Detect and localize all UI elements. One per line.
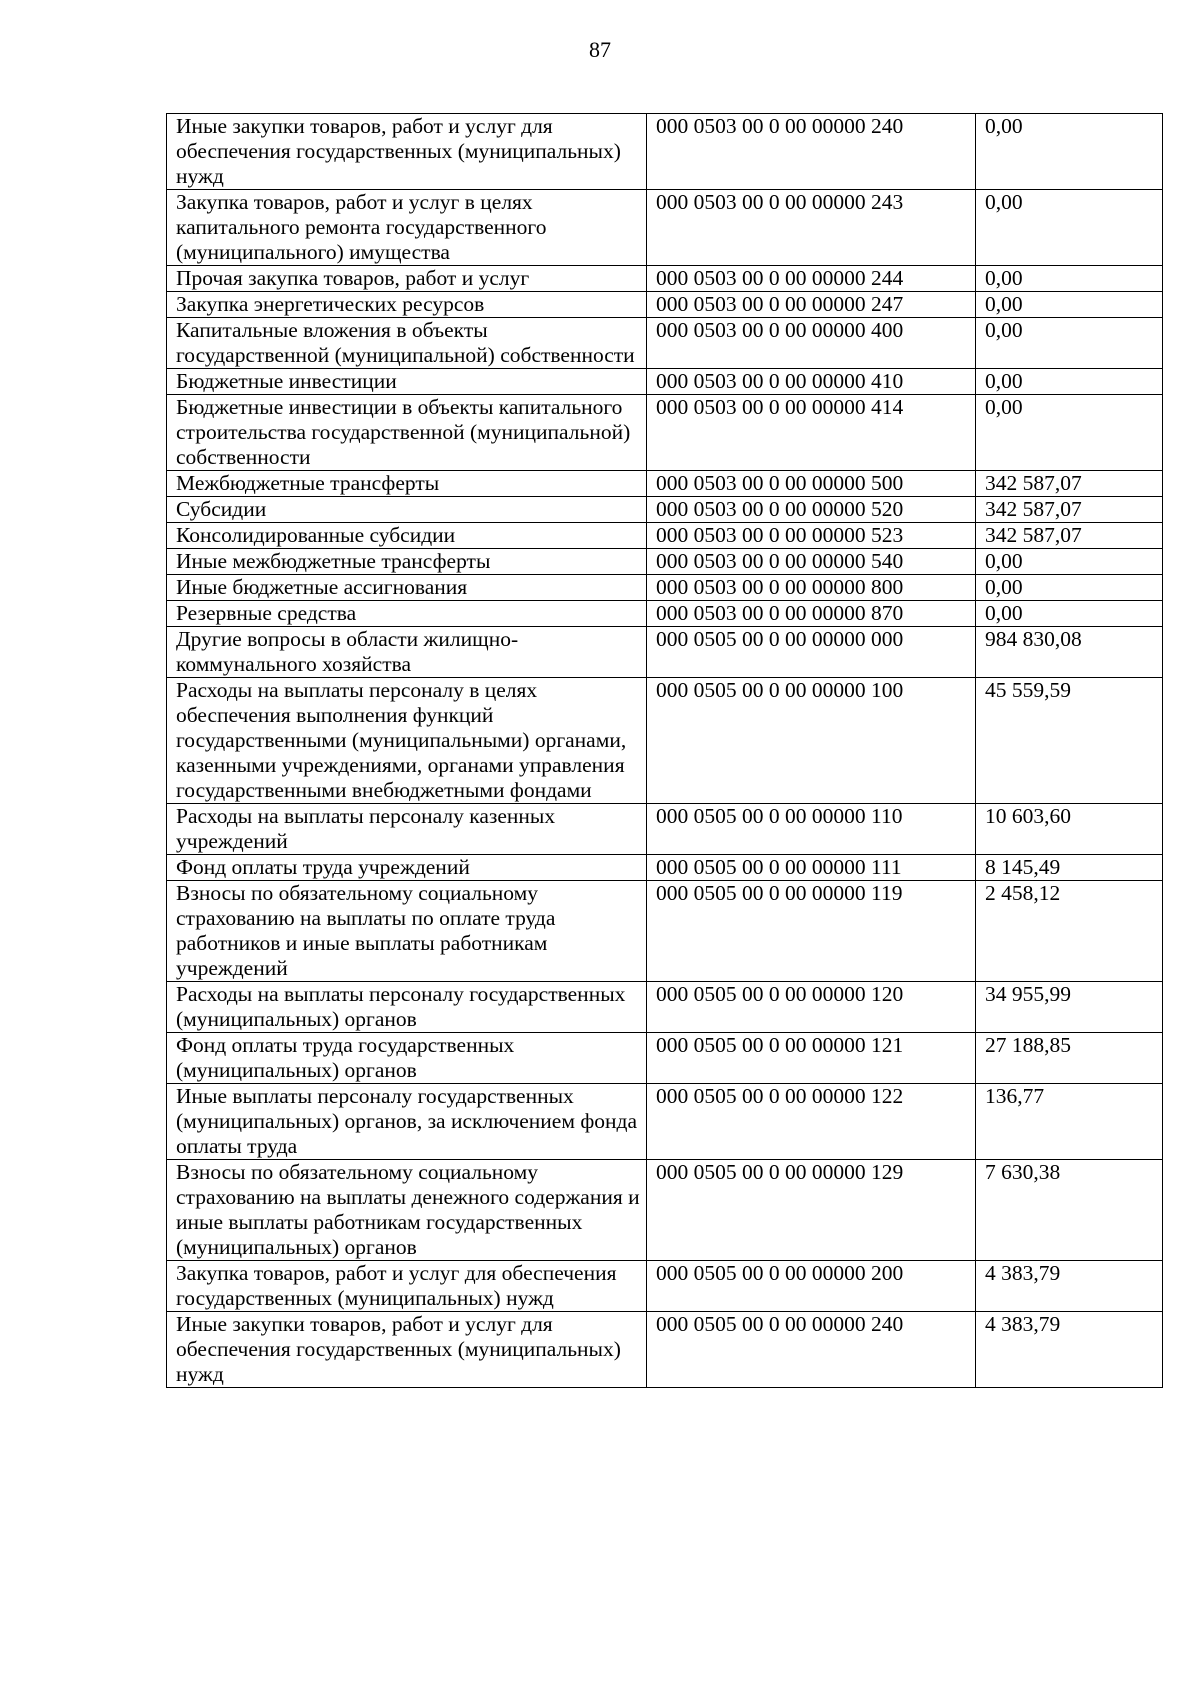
row-code-cell: 000 0503 00 0 00 00000 240: [647, 114, 976, 190]
row-name-cell: Взносы по обязательному социальному страхованию на выплаты денежного содержания и иные выплаты работникам государственных (муниципальных) органов: [167, 1160, 647, 1261]
row-name-cell: Прочая закупка товаров, работ и услуг: [167, 266, 647, 292]
row-code-cell: 000 0505 00 0 00 00000 240: [647, 1312, 976, 1388]
row-name-cell: Расходы на выплаты персоналу в целях обеспечения выполнения функций государственными (муниципальными) органами, казенными учреждениями, органами управления государственными внебюджетными фондами: [167, 678, 647, 804]
row-code-cell: 000 0503 00 0 00 00000 800: [647, 575, 976, 601]
row-name-cell: Закупка товаров, работ и услуг для обеспечения государственных (муниципальных) нужд: [167, 1261, 647, 1312]
row-amount-cell: 10 603,60: [976, 804, 1163, 855]
row-code-cell: 000 0505 00 0 00 00000 122: [647, 1084, 976, 1160]
row-code-cell: 000 0503 00 0 00 00000 523: [647, 523, 976, 549]
table-row: [167, 1084, 1163, 1160]
page-number: 87: [589, 37, 611, 62]
row-name-cell: Иные закупки товаров, работ и услуг для обеспечения государственных (муниципальных) нужд: [167, 114, 647, 190]
row-name-cell: Иные закупки товаров, работ и услуг для обеспечения государственных (муниципальных) нужд: [167, 1312, 647, 1388]
table-row: [167, 369, 1163, 395]
table-row: [167, 855, 1163, 881]
row-amount-cell: 7 630,38: [976, 1160, 1163, 1261]
row-name-cell: Консолидированные субсидии: [167, 523, 647, 549]
row-name-cell: Иные бюджетные ассигнования: [167, 575, 647, 601]
row-amount-cell: 0,00: [976, 190, 1163, 266]
row-amount-cell: 342 587,07: [976, 497, 1163, 523]
table-row: [167, 1033, 1163, 1084]
row-amount-cell: 34 955,99: [976, 982, 1163, 1033]
table-row: [167, 471, 1163, 497]
table-row: [167, 114, 1163, 190]
row-name-cell: Другие вопросы в области жилищно-коммунального хозяйства: [167, 627, 647, 678]
table-row: [167, 627, 1163, 678]
row-name-cell: Иные выплаты персоналу государственных (муниципальных) органов, за исключением фонда оплаты труда: [167, 1084, 647, 1160]
row-amount-cell: 0,00: [976, 395, 1163, 471]
table-row: [167, 190, 1163, 266]
row-name-cell: Взносы по обязательному социальному страхованию на выплаты по оплате труда работников и иные выплаты работникам учреждений: [167, 881, 647, 982]
row-name-cell: Иные межбюджетные трансферты: [167, 549, 647, 575]
row-name-cell: Закупка энергетических ресурсов: [167, 292, 647, 318]
table-row: [167, 395, 1163, 471]
row-amount-cell: 8 145,49: [976, 855, 1163, 881]
table-row: [167, 881, 1163, 982]
row-amount-cell: 0,00: [976, 114, 1163, 190]
table-row: [167, 318, 1163, 369]
row-code-cell: 000 0505 00 0 00 00000 119: [647, 881, 976, 982]
row-code-cell: 000 0505 00 0 00 00000 100: [647, 678, 976, 804]
row-amount-cell: 0,00: [976, 549, 1163, 575]
table-row: [167, 1312, 1163, 1388]
row-name-cell: Субсидии: [167, 497, 647, 523]
table-row: [167, 982, 1163, 1033]
row-code-cell: 000 0505 00 0 00 00000 111: [647, 855, 976, 881]
row-name-cell: Закупка товаров, работ и услуг в целях капитального ремонта государственного (муниципального) имущества: [167, 190, 647, 266]
row-code-cell: 000 0503 00 0 00 00000 500: [647, 471, 976, 497]
row-amount-cell: 984 830,08: [976, 627, 1163, 678]
row-amount-cell: 0,00: [976, 601, 1163, 627]
row-code-cell: 000 0503 00 0 00 00000 400: [647, 318, 976, 369]
row-amount-cell: 0,00: [976, 266, 1163, 292]
row-code-cell: 000 0503 00 0 00 00000 410: [647, 369, 976, 395]
table-row: [167, 549, 1163, 575]
row-code-cell: 000 0503 00 0 00 00000 244: [647, 266, 976, 292]
row-code-cell: 000 0505 00 0 00 00000 120: [647, 982, 976, 1033]
row-amount-cell: 342 587,07: [976, 523, 1163, 549]
row-amount-cell: 136,77: [976, 1084, 1163, 1160]
row-code-cell: 000 0503 00 0 00 00000 414: [647, 395, 976, 471]
row-code-cell: 000 0503 00 0 00 00000 520: [647, 497, 976, 523]
row-amount-cell: 342 587,07: [976, 471, 1163, 497]
row-name-cell: Межбюджетные трансферты: [167, 471, 647, 497]
row-amount-cell: 0,00: [976, 575, 1163, 601]
row-name-cell: Бюджетные инвестиции в объекты капитального строительства государственной (муниципальной) собственности: [167, 395, 647, 471]
row-name-cell: Фонд оплаты труда государственных (муниципальных) органов: [167, 1033, 647, 1084]
row-name-cell: Бюджетные инвестиции: [167, 369, 647, 395]
table-row: [167, 575, 1163, 601]
row-code-cell: 000 0503 00 0 00 00000 247: [647, 292, 976, 318]
table-row: [167, 523, 1163, 549]
row-code-cell: 000 0505 00 0 00 00000 110: [647, 804, 976, 855]
row-name-cell: Фонд оплаты труда учреждений: [167, 855, 647, 881]
row-name-cell: Расходы на выплаты персоналу казенных учреждений: [167, 804, 647, 855]
row-amount-cell: 4 383,79: [976, 1312, 1163, 1388]
row-amount-cell: 45 559,59: [976, 678, 1163, 804]
table-row: [167, 1160, 1163, 1261]
row-code-cell: 000 0503 00 0 00 00000 540: [647, 549, 976, 575]
row-amount-cell: 4 383,79: [976, 1261, 1163, 1312]
table-row: [167, 601, 1163, 627]
row-code-cell: 000 0503 00 0 00 00000 243: [647, 190, 976, 266]
row-name-cell: Расходы на выплаты персоналу государственных (муниципальных) органов: [167, 982, 647, 1033]
row-code-cell: 000 0505 00 0 00 00000 129: [647, 1160, 976, 1261]
table-row: [167, 497, 1163, 523]
table-body: [167, 114, 1163, 1388]
table-row: [167, 266, 1163, 292]
row-name-cell: Резервные средства: [167, 601, 647, 627]
row-code-cell: 000 0503 00 0 00 00000 870: [647, 601, 976, 627]
table-row: [167, 1261, 1163, 1312]
row-amount-cell: 0,00: [976, 318, 1163, 369]
row-amount-cell: 0,00: [976, 369, 1163, 395]
row-amount-cell: 27 188,85: [976, 1033, 1163, 1084]
row-amount-cell: 0,00: [976, 292, 1163, 318]
table-row: [167, 678, 1163, 804]
row-code-cell: 000 0505 00 0 00 00000 121: [647, 1033, 976, 1084]
row-name-cell: Капитальные вложения в объекты государственной (муниципальной) собственности: [167, 318, 647, 369]
row-amount-cell: 2 458,12: [976, 881, 1163, 982]
row-code-cell: 000 0505 00 0 00 00000 000: [647, 627, 976, 678]
row-code-cell: 000 0505 00 0 00 00000 200: [647, 1261, 976, 1312]
table-row: [167, 292, 1163, 318]
table-row: [167, 804, 1163, 855]
budget-table: [166, 113, 1163, 1388]
